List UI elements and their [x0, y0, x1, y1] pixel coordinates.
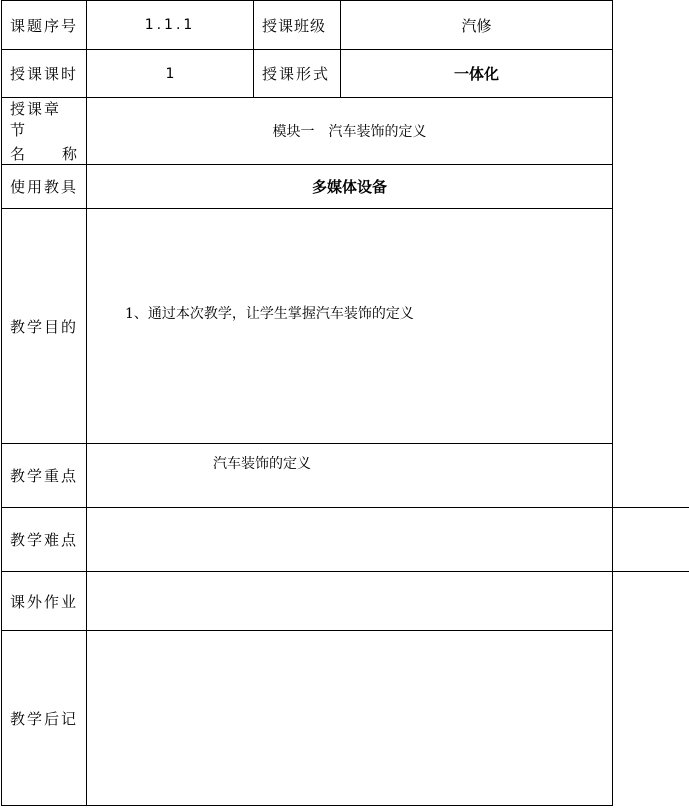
goals-value: 1、通过本次教学，让学生掌握汽车装饰的定义: [125, 306, 414, 322]
rule-bottom: [1, 805, 613, 806]
chapter-label: [1, 98, 86, 164]
hours-label: 授课课时: [10, 65, 79, 83]
rule-right: [612, 0, 613, 806]
homework-value: [95, 572, 605, 630]
difficulties-label: 教学难点: [10, 531, 79, 549]
chapter-label-line2: [10, 143, 77, 164]
hours-value: 1: [165, 65, 175, 82]
homework-label: 课外作业: [10, 592, 79, 611]
chapter-label-line1: 授课章节: [10, 100, 62, 139]
class-label: 授课班级: [262, 16, 327, 35]
chapter-value: 模块一 汽车装饰的定义: [272, 124, 427, 140]
number-value: 1.1.1: [144, 17, 196, 33]
rule: [1, 208, 613, 209]
goals-label: 教学目的: [10, 317, 79, 336]
key-points-value: 汽车装饰的定义: [213, 456, 311, 472]
difficulties-value: [95, 508, 605, 571]
chapter-label-char-left: 名: [10, 145, 26, 163]
form-value: 一体化: [453, 65, 499, 83]
key-points-label: 教学重点: [10, 467, 79, 485]
notes-label: 教学后记: [10, 709, 79, 728]
form-label: 授课形式: [262, 65, 331, 83]
rule: [1, 443, 613, 444]
class-value: 汽修: [461, 16, 492, 35]
number-label: 课题序号: [10, 16, 79, 35]
tools-label: 使用教具: [10, 178, 79, 196]
notes-value: [95, 631, 605, 805]
tools-value: 多媒体设备: [311, 178, 387, 196]
chapter-label-char-right: 称: [61, 145, 77, 163]
